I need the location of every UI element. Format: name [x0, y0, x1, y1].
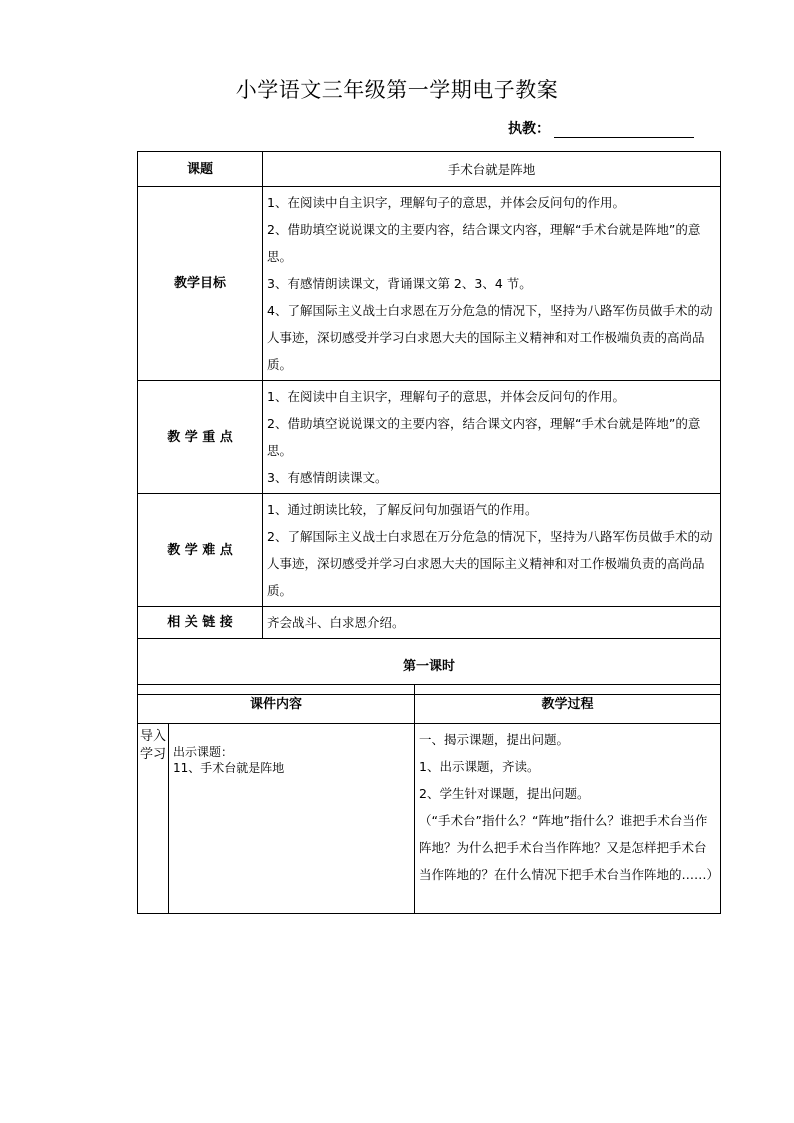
goal-item: 4、了解国际主义战士白求恩在万分危急的情况下，坚持为八路军伤员做手术的动人事迹，深切感受并学习白求恩大夫的国际主义精神和对工作极端负责的高尚品质。: [267, 303, 713, 372]
goal-item: 2、借助填空说说课文的主要内容，结合课文内容，理解“手术台就是阵地”的意思。: [267, 222, 701, 264]
topic-value: 手术台就是阵地: [263, 152, 721, 187]
lesson-info-table: [137, 151, 721, 695]
page-title: 小学语文三年级第一学期电子教案: [235, 78, 559, 102]
process-line: 1、出示课题，齐读。: [419, 759, 540, 774]
content-line: 出示课题：: [173, 745, 234, 759]
focus-label: 教 学 重 点: [138, 381, 263, 494]
links-value: 齐会战斗、白求恩介绍。: [263, 607, 721, 639]
process-line: 一、揭示课题，提出问题。: [419, 732, 570, 747]
col-header-process: 教学过程: [415, 685, 721, 724]
teacher-label: 执教：: [508, 121, 550, 137]
focus-item: 1、在阅读中自主识字，理解句子的意思，并体会反问句的作用。: [267, 389, 625, 404]
lesson-process-table: [137, 684, 721, 914]
section-label: 导入学习: [138, 724, 169, 914]
goals-cell: [263, 187, 721, 381]
goal-item: 1、在阅读中自主识字，理解句子的意思，并体会反问句的作用。: [267, 195, 625, 210]
links-label: 相 关 链 接: [138, 607, 263, 639]
teacher-blank-line: [554, 123, 694, 138]
process-cell: [415, 724, 721, 914]
difficulty-item: 1、通过朗读比较，了解反问句加强语气的作用。: [267, 502, 538, 517]
focus-item: 3、有感情朗读课文。: [267, 470, 388, 485]
content-line: 11、手术台就是阵地: [173, 761, 285, 775]
goal-item: 3、有感情朗读课文，背诵课文第 2、3、4 节。: [267, 276, 532, 291]
col-header-content: 课件内容: [138, 685, 415, 724]
process-line: （“手术台”指什么？“阵地”指什么？谁把手术台当作阵地？为什么把手术台当作阵地？又是怎样把手术台当作阵地的？在什么情况下把手术台当作阵地的……）: [419, 813, 720, 882]
topic-label: 课题: [138, 152, 263, 187]
difficulty-cell: [263, 494, 721, 607]
difficulty-label: 教 学 难 点: [138, 494, 263, 607]
difficulty-item: 2、了解国际主义战士白求恩在万分危急的情况下，坚持为八路军伤员做手术的动人事迹，深切感受并学习白求恩大夫的国际主义精神和对工作极端负责的高尚品质。: [267, 529, 713, 598]
teacher-field: [508, 118, 694, 138]
content-cell: [169, 724, 415, 914]
focus-cell: [263, 381, 721, 494]
lesson-heading: 第一课时: [138, 639, 721, 695]
goals-label: 教学目标: [138, 187, 263, 381]
focus-item: 2、借助填空说说课文的主要内容，结合课文内容，理解“手术台就是阵地”的意思。: [267, 416, 701, 458]
process-line: 2、学生针对课题，提出问题。: [419, 786, 590, 801]
